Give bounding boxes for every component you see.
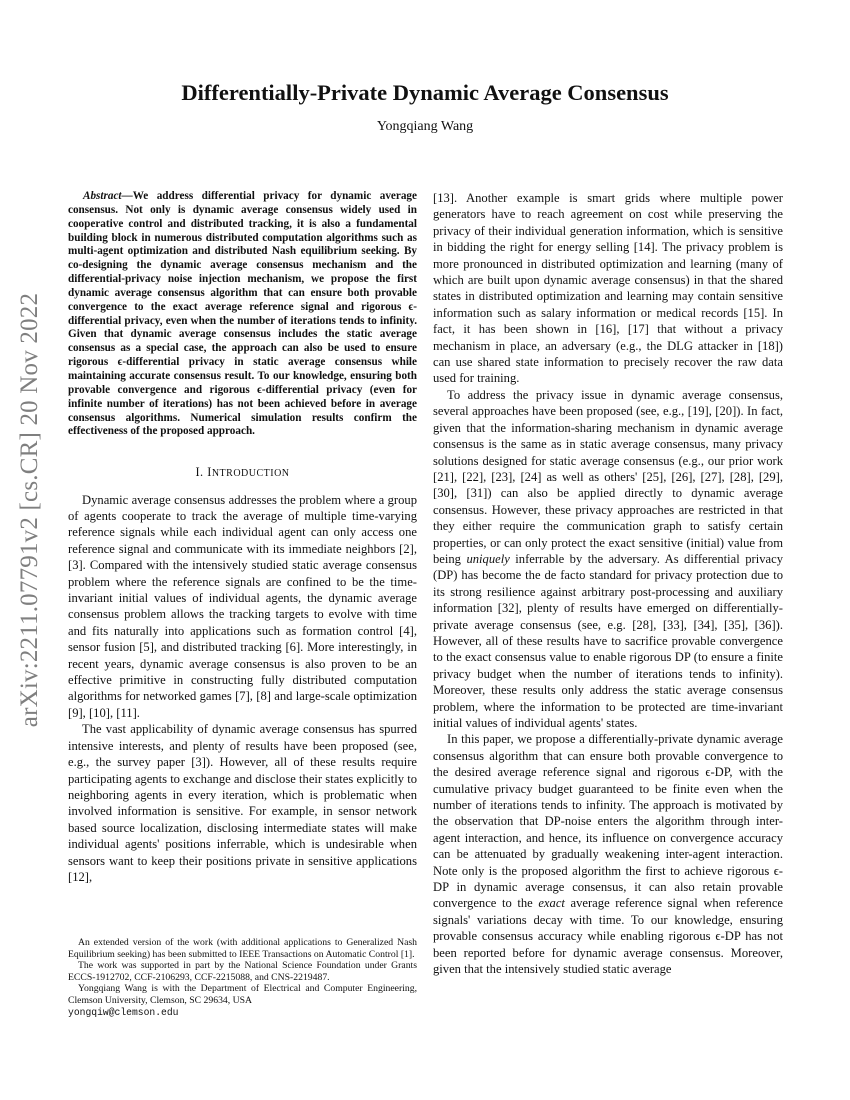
footnote-affiliation: Yongqiang Wang is with the Department of Electrical and Computer Engineering, Clemson University, Clemson, SC 29634, USA (68, 983, 417, 1006)
paper-author: Yongqiang Wang (376, 119, 474, 134)
paragraph-text: To address the privacy issue in dynamic average consensus, several approaches have been proposed (see, e.g., [19], [20]). In fact, given that the information-sharing mechanism in dynamic average consensus is the same as in static average consensus, many privacy solutions designed for static average consensus (e.g., our prior work [21], [22], [23], [24] as well as others' [25], [26], [27], [28], [29], [30], [31]) can also be applied directly to dynamic average consensus. However, these privacy approaches are restricted in that they either require the communication graph to satisfy certain properties, or can only protect the exact sensitive (initial) value from being (433, 387, 783, 566)
paragraph-text: average reference signal when reference signals' variations decay with time. To our knowledge, ensuring provable consensus accuracy while enabling rigorous ϵ-DP has not been reported before for dynamic average consensus. Moreover, given that the intensively studied static average (433, 896, 784, 977)
intro-paragraph-5 (433, 731, 783, 977)
right-column (433, 190, 783, 978)
intro-paragraph-1: Dynamic average consensus addresses the problem where a group of agents cooperate to track the average of multiple time-varying reference signals while each individual agent can only access one reference signal and communicate with its immediate neighbors [2], [3]. Compared with the intensively studied static average consensus problem where the reference signals are confined to be the time-invariant initial values of individual agents, the dynamic average consensus problem allows the tracking targets to evolve with time and fits naturally into applications such as formation control [4], sensor fusion [5], and distributed tracking [6]. More interestingly, in recent years, dynamic average consensus is also proven to be an effective primitive in constructing fully distributed computation algorithms for networked games [7], [8] and large-scale optimization [9], [10], [11]. (68, 492, 417, 720)
emphasis-uniquely: uniquely (466, 551, 510, 566)
author-email: yongqiw@clemson.edu (68, 1006, 179, 1018)
left-column (68, 190, 417, 885)
arxiv-identifier-stamp (8, 260, 52, 760)
abstract-label: Abstract (83, 190, 122, 202)
footnotes (68, 937, 417, 1018)
section-title-rest: NTRODUCTION (211, 468, 290, 480)
paragraph-text: inferrable by the adversary. As differential privacy (DP) has become the de facto standard for privacy protection due to its strong resilience against arbitrary post-processing and auxiliary information [32], plenty of results have emerged on differentially-private average consensus (see, e.g. [28], [33], [34], [35], [36]). However, all of these results have to sacrifice provable convergence to the exact consensus value to enable rigorous DP (to ensure a finite privacy budget when the number of iterations tends to infinity). Moreover, these results only address the static average consensus problem, where the information to be protected are time-invariant initial values of individual agents' states. (433, 551, 783, 730)
paper-title: Differentially-Private Dynamic Average Consensus (181, 80, 669, 105)
intro-paragraph-3: [13]. Another example is smart grids where multiple power generators have to reach agreement on cost while preserving the privacy of their individual generation information, which is sensitive in bidding the right for energy selling [14]. The privacy problem is more pronounced in distributed optimization and learning (many of which are built upon dynamic average consensus) in that the shared states in distributed optimization and learning may contain sensitive information such as salary information or medical records [15]. In fact, it has been shown in [16], [17] that without a privacy mechanism in place, an adversary (e.g., the DLG attacker in [18]) can use shared state information to precisely recover the raw data used for training. (433, 191, 783, 386)
section-numeral: I. (195, 465, 208, 480)
intro-paragraph-2: The vast applicability of dynamic average consensus has spurred intensive interests, and plenty of results have been proposed (see, e.g., the survey paper [3]). However, all of these results require participating agents to exchange and disclose their states explicitly to neighboring agents in every iteration, which is problematic when involved information is sensitive. For example, in sensor network based source localization, disclosing intermediate states will make individual agents' positions inferrable, which is undesirable when sensors want to keep their positions private in sensitive applications [12], (68, 722, 417, 884)
intro-paragraph-4 (433, 387, 783, 732)
paragraph-text: In this paper, we propose a differentially-private dynamic average consensus algorithm that can ensure both provable convergence to the desired average reference signal and rigorous ϵ-DP, with the cumulative privacy budget guaranteed to be finite even when the number of iterations tends to infinity. The approach is motivated by the observation that DP-noise enters the algorithm through inter-agent interaction, and hence, its influence on convergence accuracy can be attenuated by gradually weakening inter-agent interaction. Note only is the proposed algorithm the first to achieve rigorous ϵ-DP in dynamic average consensus, it can also retain provable convergence to the (433, 732, 783, 911)
section-initial: I (207, 465, 212, 480)
abstract-text: —We address differential privacy for dynamic average consensus. Not only is dynamic average consensus widely used in cooperative control and distributed tracking, it is also a fundamental building block in numerous distributed computation algorithms such as multi-agent optimization and distributed Nash equilibrium seeking. By co-designing the dynamic average consensus mechanism and the differential-privacy noise injection mechanism, we propose the first dynamic average consensus algorithm that can ensure both provable convergence to the exact average reference signal and rigorous ϵ-differential privacy, even when the number of iterations tends to infinity. Given that dynamic average consensus includes the static average consensus as a special case, the approach can also be used to ensure rigorous ϵ-differential privacy in static average consensus while maintaining accurate consensus result. To our knowledge, ensuring both provable convergence and rigorous ϵ-differential privacy (even for infinite number of iterations) has not been achieved before in average consensus algorithms. Numerical simulation results confirm the effectiveness of the proposed approach. (68, 190, 417, 438)
emphasis-exact: exact (538, 896, 565, 911)
section-heading-introduction (68, 464, 417, 482)
abstract (68, 190, 417, 439)
footnote-extended-version: An extended version of the work (with additional applications to Generalized Nash Equilibrium seeking) has been submitted to IEEE Transactions on Automatic Control [1]. (68, 937, 417, 960)
arxiv-identifier-text: arXiv:2211.07791v2 [cs.CR] 20 Nov 2022 (16, 292, 43, 728)
footnote-funding: The work was supported in part by the National Science Foundation under Grants ECCS-1912702, CCF-2106293, CCF-2215088, and CNS-2219487. (68, 960, 417, 983)
